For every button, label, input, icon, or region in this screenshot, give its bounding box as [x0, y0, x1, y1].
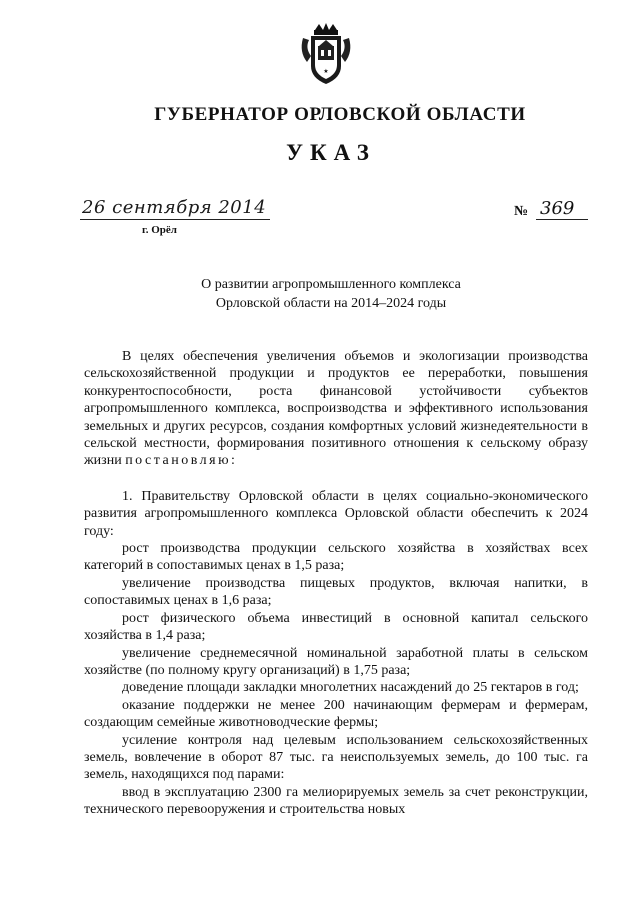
list-item: увеличение среднемесячной номинальной заработной платы в сельском хозяйстве (по полному кругу организаций) в 1,75 раза;	[84, 645, 588, 678]
number-label: №	[514, 204, 529, 219]
document-type: УКАЗ	[286, 140, 376, 165]
number-underline	[536, 219, 588, 220]
city-label: г. Орёл	[142, 224, 177, 236]
list-item: доведение площади закладки многолетних насаждений до 25 гектаров в год;	[122, 680, 579, 696]
handwritten-date: 26 сентября 2014	[82, 197, 267, 218]
decree-subject	[100, 275, 562, 313]
preamble-paragraph	[84, 348, 588, 470]
coat-of-arms-icon	[297, 22, 355, 88]
list-item: рост производства продукции сельского хозяйства в хозяйствах всех категорий в сопоставимых ценах в 1,5 раза;	[84, 541, 588, 574]
decree-body	[84, 348, 588, 819]
subject-line-1: О развитии агропромышленного комплекса	[201, 277, 461, 292]
decree-word: постановляю:	[125, 453, 238, 469]
authority-title: ГУБЕРНАТОР ОРЛОВСКОЙ ОБЛАСТИ	[154, 104, 526, 125]
list-item: усиление контроля над целевым использованием сельскохозяйственных земель, вовлечение в оборот 87 тыс. га неиспользуемых земель, до 100 тыс. га земель, находящихся под парами:	[84, 732, 588, 783]
subject-line-2: Орловской области на 2014–2024 годы	[215, 296, 447, 311]
handwritten-number: 369	[540, 198, 575, 219]
svg-text:★: ★	[323, 68, 329, 75]
item-1-intro: 1. Правительству Орловской области в целях социально-экономического развития агропромышленного комплекса Орловской области обеспечить к 2024 году:	[84, 488, 588, 539]
list-item: оказание поддержки не менее 200 начинающим фермерам и фермерам, создающим семейные животноводческие фермы;	[84, 697, 588, 731]
list-item: увеличение производства пищевых продуктов, включая напитки, в сопоставимых ценах в 1,6 раза;	[84, 575, 588, 609]
date-underline	[80, 219, 270, 220]
preamble-text: В целях обеспечения увеличения объемов и экологизации производства сельскохозяйственной продукции и продуктов ее переработки, повышения конкурентоспособности, роста финансовой устойчивости субъектов агропромышленного комплекса, воспроизводства и эффективного использования земельных и других ресурсов, создания комфортных условий жизнедеятельности в сельской местности, формирования позитивного отношения к сельскому образу жизни	[84, 349, 588, 469]
list-item: рост физического объема инвестиций в основной капитал сельского хозяйства в 1,4 раза;	[84, 610, 588, 644]
list-item: ввод в эксплуатацию 2300 га мелиорируемых земель за счет реконструкции, технического перевооружения и строительства новых	[84, 784, 588, 818]
